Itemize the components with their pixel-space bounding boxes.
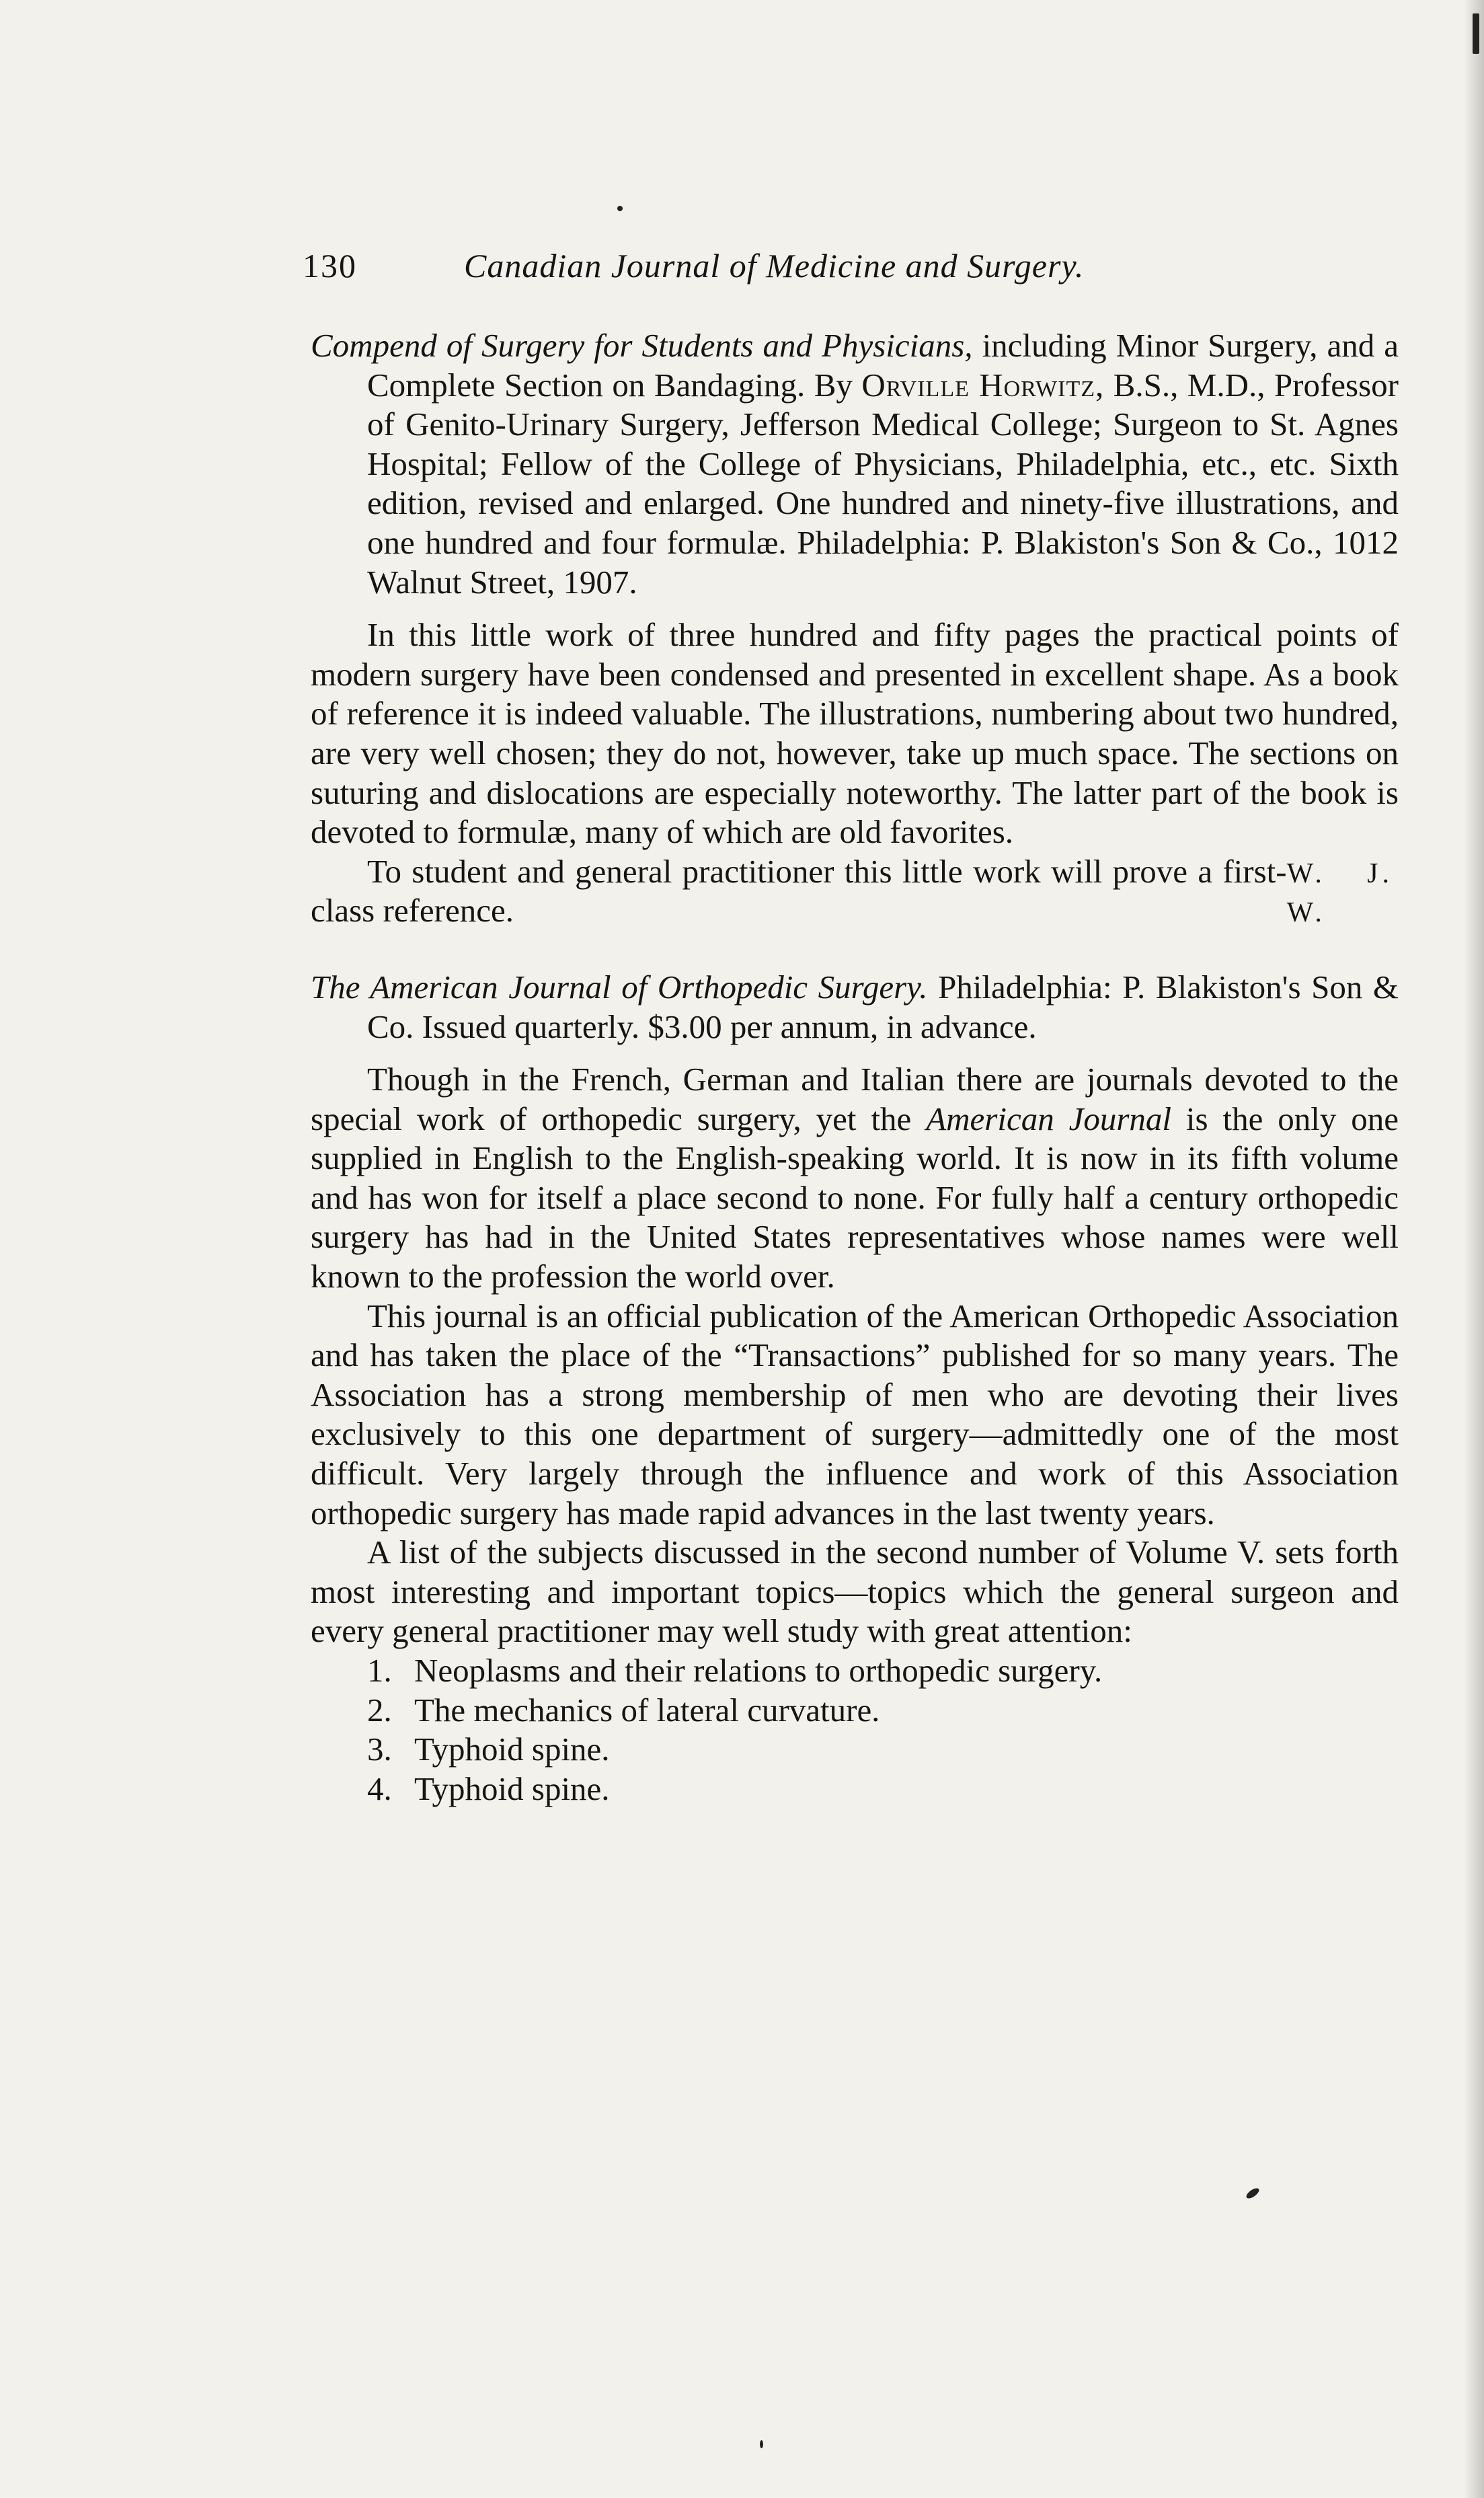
page-body: [311, 326, 1399, 1809]
spacer: [311, 1047, 1399, 1060]
scan-edge-shadow: [1464, 0, 1484, 2498]
list-number: 3.: [367, 1731, 392, 1768]
subject-list: [311, 1651, 1399, 1809]
review-heading-compend: [311, 326, 1399, 602]
scan-speck: [1473, 13, 1479, 54]
journal-name-italic: American Journal: [926, 1100, 1172, 1137]
running-title: Canadian Journal of Medicine and Surgery.: [464, 247, 1085, 285]
heading-text-part-1: including Minor Surgery, and a Complete Section on Bandaging. By: [367, 327, 1399, 404]
list-text: Typhoid spine.: [414, 1770, 610, 1807]
list-number: 2.: [367, 1691, 392, 1729]
list-item: [367, 1770, 1399, 1809]
scan-speck: [760, 2440, 763, 2448]
paragraph-text: Though in the French, German and Italian there are journals devoted to the special work of orthopedic surgery, yet the: [311, 1061, 1399, 1137]
review-paragraph: In this little work of three hundred and fifty pages the practical points of modern surgery have been condensed and presented in excellent shape. As a book of reference it is indeed valuable. The illustrations, numbering about two hundred, are very well chosen; they do not, however, take up much space. The sections on suturing and dislocations are especially noteworthy. The latter part of the book is devoted to formulæ, many of which are old favorites.: [311, 616, 1399, 851]
paragraph-text: is the only one supplied in English to the English-speaking world. It is now in its fifth volume and has won for itself a place second to none. For fully half a century orthopedic surgery has had in the United States representatives whose names were well known to the profession the world over.: [311, 1100, 1399, 1295]
scan-speck: [617, 206, 623, 211]
review-paragraph: To student and general practitioner this little work will prove a first-class reference.: [311, 852, 1287, 930]
author-name: Orville Horwitz,: [861, 366, 1105, 404]
list-text: Typhoid spine.: [414, 1731, 610, 1768]
heading-text: Philadelphia: P. Blakiston's Son & Co. Issued quarterly. $3.00 per annum, in advance.: [367, 968, 1399, 1045]
review-paragraph: A list of the subjects discussed in the second number of Volume V. sets forth most interesting and important topics—topics which the general surgeon and every general practitioner may well study with great attention:: [311, 1534, 1399, 1650]
reviewer-signature: W. J. W.: [1286, 858, 1393, 929]
list-item: [367, 1651, 1399, 1691]
review-paragraph: This journal is an official publication of the American Orthopedic Association and has taken the place of the “Transactions” published for so many years. The Association has a strong membership of men who are devoting their lives exclusively to this one department of surgery—admittedly one of the most difficult. Very largely through the influence and work of this Association orthopedic surgery has made rapid advances in the last twenty years.: [311, 1297, 1399, 1531]
closing-line: [311, 852, 1399, 933]
page-header: [303, 242, 1244, 289]
list-number: 1.: [367, 1652, 392, 1689]
list-number: 4.: [367, 1770, 392, 1807]
list-text: Neoplasms and their relations to orthopedic surgery.: [414, 1652, 1103, 1689]
book-title-compend: Compend of Surgery for Students and Physicians,: [311, 327, 973, 364]
spacer: [311, 602, 1399, 615]
review-paragraph: [311, 1060, 1399, 1297]
list-item: [367, 1730, 1399, 1770]
review-heading-orthopedic: [311, 968, 1399, 1047]
heading-text-part-2: B.S., M.D., Professor of Genito-Urinary Surgery, Jefferson Medical College; Surgeon to St. Agnes Hospital; Fellow of the College of Physicians, Philadelphia, etc., etc. Sixth edition, revised and enlarged. One hundred and ninety-five illustrations, and one hundred and four formulæ. Philadelphia: P. Blakiston's Son & Co., 1012 Walnut Street, 1907.: [367, 366, 1399, 601]
list-item: [367, 1691, 1399, 1731]
scan-speck: [1245, 2187, 1261, 2201]
spacer: [311, 933, 1399, 968]
book-title-orthopedic: The American Journal of Orthopedic Surgery.: [311, 968, 928, 1006]
list-text: The mechanics of lateral curvature.: [414, 1691, 880, 1729]
page-number: 130: [303, 247, 357, 285]
